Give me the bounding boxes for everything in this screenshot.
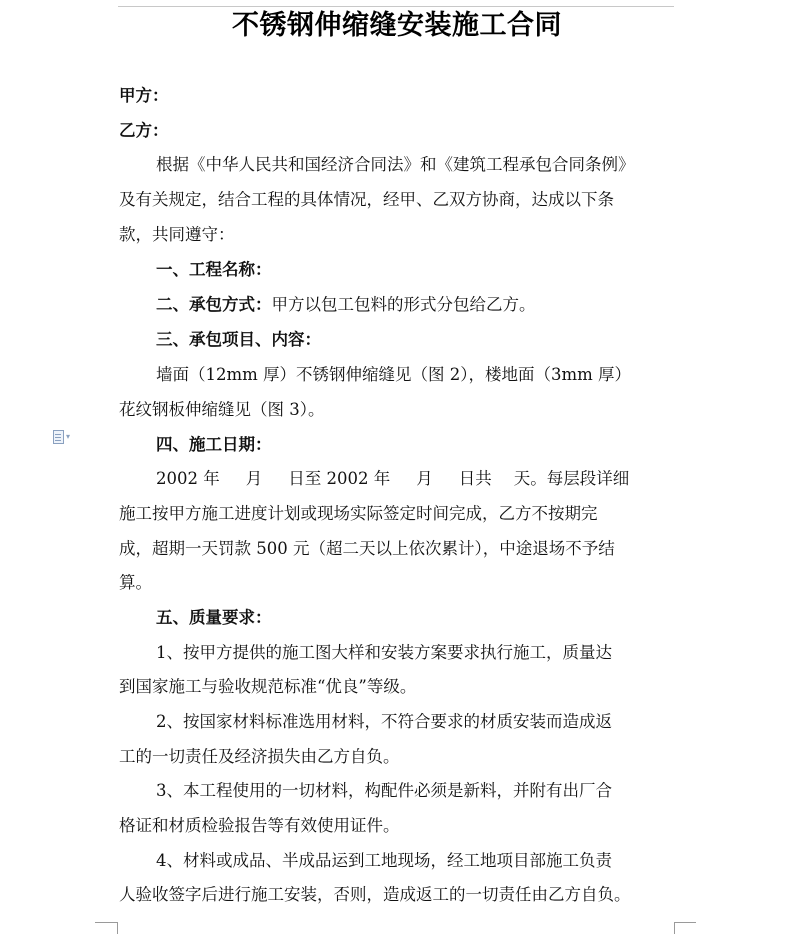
crop-mark-right-v <box>674 922 675 934</box>
date-total-days: 天。每层段详细 <box>513 469 630 488</box>
section-2-text: 甲方以包工包料的形式分包给乙方。 <box>271 295 536 314</box>
section-4-line-2: 施工按甲方施工进度计划或现场实际签定时间完成，乙方不按期完 <box>119 504 598 523</box>
quality-item-4-line-1: 4、材料或成品、半成品运到工地现场，经工地项目部施工负责 <box>156 851 612 870</box>
section-3-line-2: 花纹钢板伸缩缝见（图 3）。 <box>119 400 325 419</box>
date-end-day: 日共 <box>458 469 492 488</box>
section-4-line-4: 算。 <box>119 573 152 592</box>
crop-mark-left-h <box>95 922 117 923</box>
crop-mark-right-h <box>674 922 696 923</box>
section-3-line-1: 墙面（12mm 厚）不锈钢伸缩缝见（图 2），楼地面（3mm 厚） <box>156 365 632 384</box>
section-4-heading: 四、施工日期： <box>156 435 272 454</box>
party-a-label: 甲方： <box>119 86 169 105</box>
intro-line-3: 款，共同遵守： <box>119 225 235 244</box>
intro-line-1: 根据《中华人民共和国经济合同法》和《建筑工程承包合同条例》 <box>156 155 635 174</box>
document-title: 不锈钢伸缩缝安装施工合同 <box>232 10 562 41</box>
quality-item-4-line-2: 人验收签字后进行施工安装，否则，造成返工的一切责任由乙方自负。 <box>119 885 631 904</box>
date-end-month: 月 <box>416 469 433 488</box>
party-b-label: 乙方： <box>119 121 169 140</box>
date-start-month: 月 <box>245 469 263 488</box>
crop-mark-left-v <box>117 922 118 934</box>
date-end-year: 日至 2002 年 <box>288 469 391 488</box>
section-5-heading: 五、质量要求： <box>156 608 272 627</box>
intro-line-2: 及有关规定，结合工程的具体情况，经甲、乙双方协商，达成以下条 <box>119 190 614 209</box>
quality-item-3-line-1: 3、本工程使用的一切材料，构配件必须是新料，并附有出厂合 <box>156 781 612 800</box>
quality-item-2-line-2: 工的一切责任及经济损失由乙方自负。 <box>119 747 400 766</box>
section-1-heading: 一、工程名称： <box>156 260 272 279</box>
section-3-heading: 三、承包项目、内容： <box>156 330 321 349</box>
section-2-heading: 二、承包方式： <box>156 295 272 314</box>
document-paragraph-icon[interactable]: ▾ <box>53 430 79 444</box>
quality-item-2-line-1: 2、按国家材料标准选用材料，不符合要求的材质安装而造成返 <box>156 712 612 731</box>
quality-item-1-line-2: 到国家施工与验收规范标准“优良”等级。 <box>119 677 417 696</box>
quality-item-1-line-1: 1、按甲方提供的施工图大样和安装方案要求执行施工，质量达 <box>156 643 612 662</box>
section-4-date-line <box>156 467 629 491</box>
section-2-line <box>156 293 536 317</box>
section-4-line-3: 成，超期一天罚款 500 元（超二天以上依次累计），中途退场不予结 <box>119 539 615 558</box>
quality-item-3-line-2: 格证和材质检验报告等有效使用证件。 <box>119 816 400 835</box>
date-start-year: 2002 年 <box>156 469 220 488</box>
